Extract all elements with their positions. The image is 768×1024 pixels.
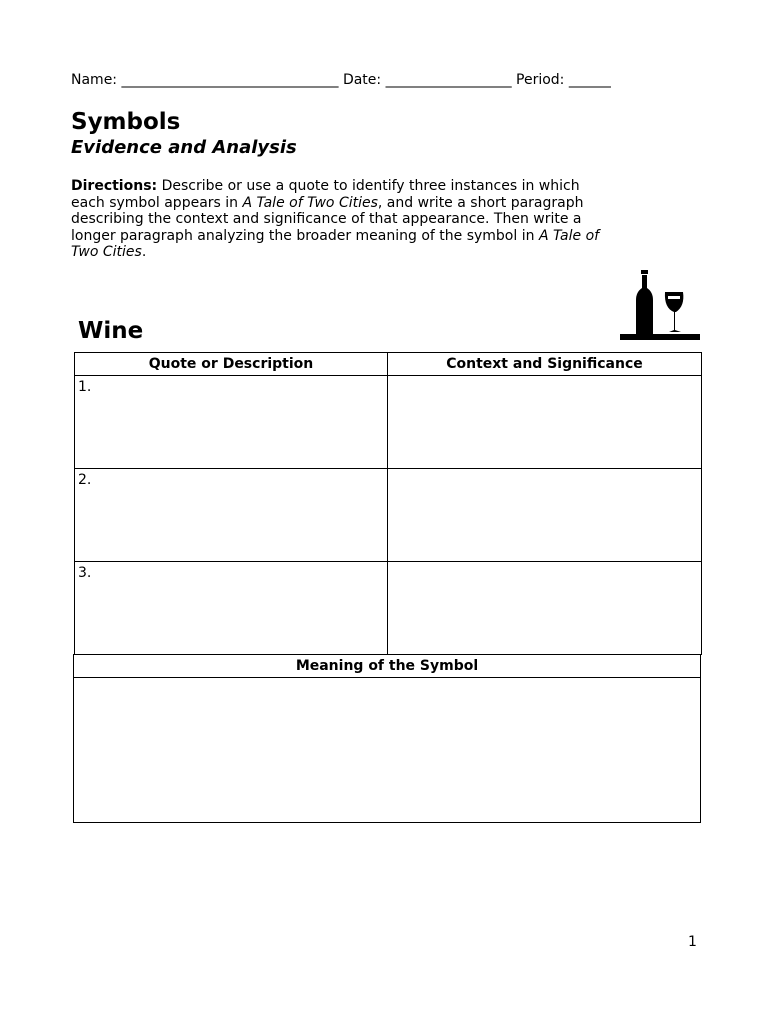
meaning-table [73,654,701,823]
directions-text-1: Describe or use a quote to identify three instances in which each symbol appears in [71,178,580,211]
meaning-cell[interactable] [74,678,701,823]
meaning-header: Meaning of the Symbol [74,655,701,678]
directions-label: Directions: [71,178,158,194]
evidence-table [74,352,702,655]
quote-cell[interactable] [75,469,388,562]
context-cell[interactable] [388,469,702,562]
book-title: A Tale of Two Cities [242,194,378,211]
table-row [75,562,702,655]
directions-text-2: , and write a short paragraph describing the context and significance of that appearance. Then write a longer paragraph analyzing the broader meaning of the symbol in [71,194,584,244]
quote-cell[interactable] [75,376,388,469]
row-number: 2. [78,472,92,488]
symbol-heading: Wine [78,318,144,344]
row-number: 3. [78,565,92,581]
quote-cell[interactable] [75,562,388,655]
directions-paragraph [71,178,606,261]
context-cell[interactable] [388,562,702,655]
quote-column-header: Quote or Description [75,353,388,376]
table-row [74,678,701,823]
table-header-row [74,655,701,678]
context-cell[interactable] [388,376,702,469]
table-header-row [75,353,702,376]
wine-bottle-and-glass-icon [617,268,703,342]
context-column-header: Context and Significance [388,353,702,376]
page-subtitle: Evidence and Analysis [71,137,297,158]
page-number: 1 [688,934,697,950]
name-field[interactable]: Name: _______________________________ [71,72,339,88]
directions-text-3: . [141,244,147,260]
period-field[interactable]: Period: ______ [516,72,611,88]
date-field[interactable]: Date: __________________ [342,72,512,88]
student-info-line [71,72,611,88]
row-number: 1. [78,379,92,395]
table-row [75,469,702,562]
book-title: A Tale of Two Cities [71,227,600,260]
page-title: Symbols [71,109,181,135]
table-row [75,376,702,469]
